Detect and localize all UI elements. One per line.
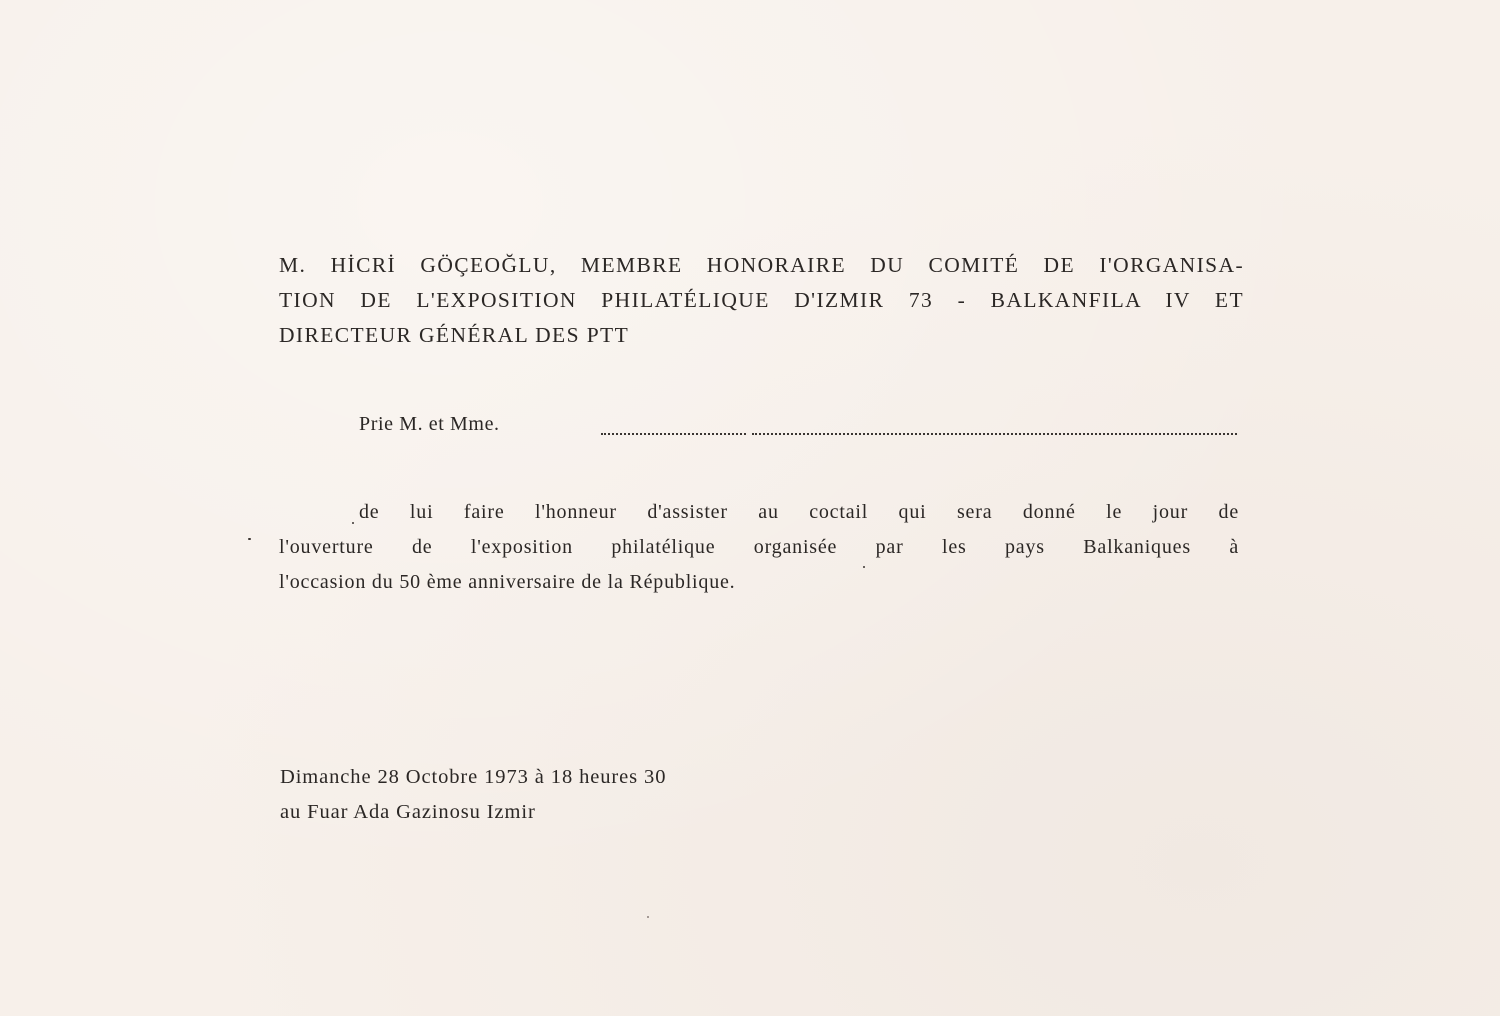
ink-speck [248,538,251,540]
invitation-heading [279,248,1244,353]
guest-name-line [359,413,1239,443]
event-location: au Fuar Ada Gazinosu Izmir [280,801,536,823]
heading-line-3: DIRECTEUR GÉNÉRAL DES PTT [279,323,630,347]
ink-speck [647,916,649,918]
event-date-time: Dimanche 28 Octobre 1973 à 18 heures 30 [280,766,667,788]
ink-speck [352,522,354,524]
body-line-2: l'ouverture de l'exposition philatélique organisée par les pays Balkaniques à [279,536,1239,558]
body-line-3: l'occasion du 50 ème anniversaire de la République. [279,571,736,593]
guest-name-blank-short [601,433,746,435]
ink-speck [863,566,865,568]
event-details [280,760,666,830]
heading-line-2: TION DE L'EXPOSITION PHILATÉLIQUE D'IZMIR 73 - BALKANFILA IV ET [279,288,1244,312]
body-line-1: de lui faire l'honneur d'assister au coctail qui sera donné le jour de [359,501,1239,523]
guest-label: Prie M. et Mme. [359,413,500,435]
guest-name-blank-long [752,433,1237,435]
invitation-body [279,495,1239,600]
heading-line-1: M. HİCRİ GÖÇEOĞLU, MEMBRE HONORAIRE DU COMITÉ DE I'ORGANISA- [279,253,1244,277]
